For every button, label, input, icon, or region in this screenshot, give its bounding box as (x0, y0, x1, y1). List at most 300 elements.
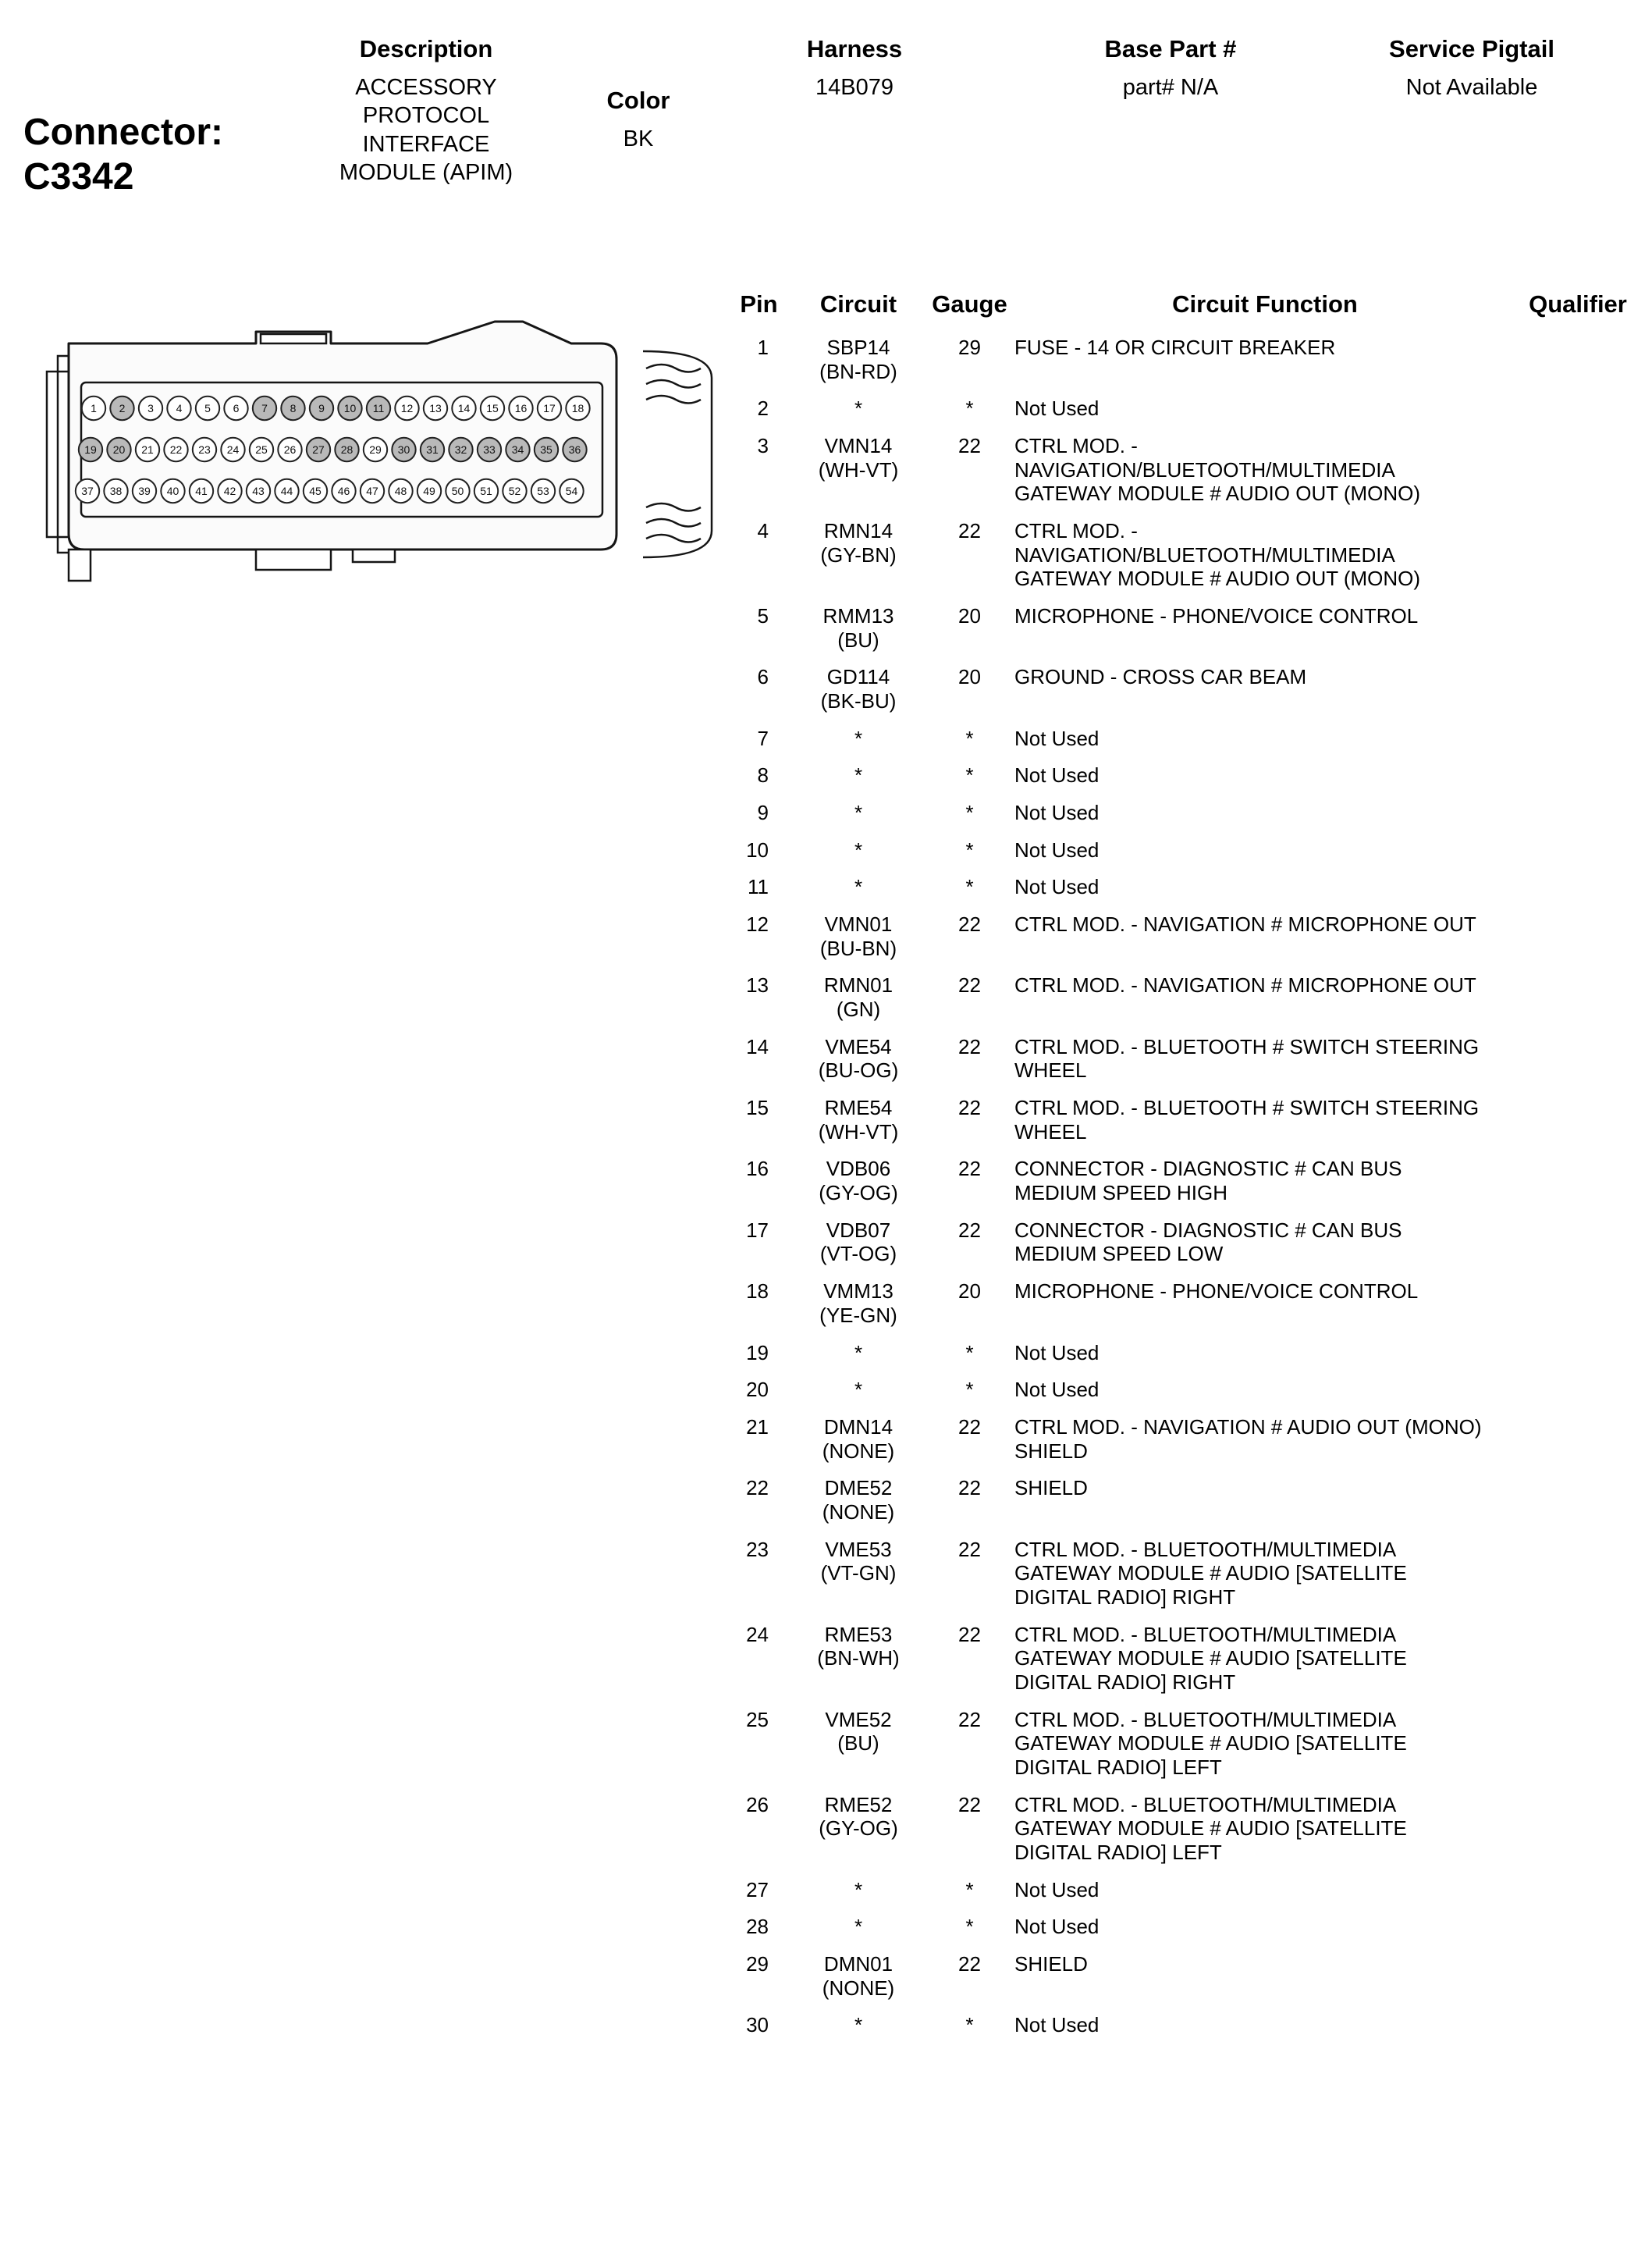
pin-row (726, 659, 1640, 720)
pin-row (726, 1409, 1640, 1470)
qualifier-cell (1515, 1531, 1640, 1617)
qualifier-cell (1515, 906, 1640, 967)
connector-body (69, 322, 616, 550)
qualifier-cell (1515, 1090, 1640, 1151)
color-value: BK (623, 126, 654, 152)
circuit-code: * (854, 726, 863, 750)
circuit-cell (792, 967, 925, 1028)
circuit-code: * (854, 763, 863, 788)
function-cell: Not Used (1014, 875, 1100, 899)
circuit-code: SBP14 (826, 336, 890, 359)
pin-row (726, 795, 1640, 832)
gauge-cell: * (965, 838, 974, 862)
base-part-value: part# N/A (1122, 75, 1219, 101)
pin-8-number: 8 (290, 402, 297, 414)
pin-number-cell: 7 (757, 726, 769, 750)
circuit-wire-color: (BU) (837, 628, 879, 652)
qualifier-cell (1515, 832, 1640, 870)
circuit-wire-color: (WH-VT) (818, 1119, 899, 1144)
pin-2-number: 2 (119, 402, 126, 414)
circuit-wire-color: (BN-WH) (817, 1646, 900, 1670)
col-header-qualifier: Qualifier (1529, 290, 1627, 318)
pin-17-number: 17 (543, 402, 556, 414)
header-color (576, 87, 701, 153)
gauge-cell: 22 (958, 1414, 981, 1439)
circuit-code: RMN01 (823, 973, 894, 998)
pin-33-number: 33 (483, 443, 496, 456)
circuit-wire-color: (NONE) (822, 1439, 895, 1463)
qualifier-cell (1515, 513, 1640, 598)
pin-number-cell: 12 (746, 912, 769, 937)
circuit-cell (792, 1090, 925, 1151)
pin-row (726, 1212, 1640, 1273)
pin-row (726, 869, 1640, 906)
circuit-cell (792, 1872, 925, 1909)
circuit-wire-color: (GN) (836, 998, 881, 1022)
pin-42-number: 42 (223, 485, 236, 497)
circuit-cell (792, 329, 925, 390)
pin-18-number: 18 (571, 402, 584, 414)
circuit-code: * (854, 838, 863, 862)
gauge-cell: 22 (958, 1476, 981, 1500)
circuit-cell (792, 757, 925, 795)
service-pigtail-label: Service Pigtail (1389, 35, 1554, 62)
qualifier-cell (1515, 1908, 1640, 1946)
function-cell: CTRL MOD. - BLUETOOTH/MULTIMEDIA GATEWAY MODULE # AUDIO [SATELLITE DIGITAL RADIO] LEFT (1014, 1792, 1407, 1864)
gauge-cell: 22 (958, 912, 981, 937)
circuit-code: * (854, 2013, 863, 2037)
gauge-cell: 20 (958, 1279, 981, 1304)
connector-diagram-svg (22, 306, 728, 603)
pin-25-number: 25 (255, 443, 268, 456)
gauge-cell: 22 (958, 1951, 981, 1976)
gauge-cell: 29 (958, 336, 981, 359)
pin-number-cell: 24 (746, 1622, 769, 1646)
function-cell: CTRL MOD. - BLUETOOTH/MULTIMEDIA GATEWAY MODULE # AUDIO [SATELLITE DIGITAL RADIO] LEFT (1014, 1707, 1407, 1779)
circuit-cell (792, 1371, 925, 1409)
circuit-code: RME52 (824, 1792, 893, 1816)
header-harness (761, 36, 948, 101)
function-cell: MICROPHONE - PHONE/VOICE CONTROL (1014, 1279, 1419, 1304)
pin-53-number: 53 (537, 485, 549, 497)
qualifier-cell (1515, 1371, 1640, 1409)
circuit-code: * (854, 1378, 863, 1402)
pin-row (726, 832, 1640, 870)
header-base-part (1042, 36, 1299, 101)
pin-4-number: 4 (176, 402, 183, 414)
pin-15-number: 15 (486, 402, 499, 414)
gauge-cell: 22 (958, 1622, 981, 1646)
function-cell: Not Used (1014, 763, 1100, 788)
function-cell: CTRL MOD. - NAVIGATION # MICROPHONE OUT (1014, 973, 1476, 998)
description-value: ACCESSORY PROTOCOL INTERFACE MODULE (APIM) (339, 75, 513, 185)
qualifier-cell (1515, 2007, 1640, 2044)
gauge-cell: * (965, 801, 974, 825)
pin-row (726, 428, 1640, 513)
pin-38-number: 38 (109, 485, 123, 497)
circuit-cell (792, 1029, 925, 1090)
pin-number-cell: 29 (746, 1951, 769, 1976)
pin-row (726, 906, 1640, 967)
qualifier-cell (1515, 1872, 1640, 1909)
pin-number-cell: 20 (746, 1378, 769, 1402)
pin-number-cell: 6 (757, 665, 769, 689)
circuit-code: VDB06 (826, 1157, 891, 1181)
circuit-code: RMN14 (823, 519, 894, 543)
circuit-code: RMM13 (822, 604, 894, 628)
connector-id: C3342 (23, 155, 134, 197)
qualifier-cell (1515, 1409, 1640, 1470)
function-cell: CTRL MOD. - NAVIGATION/BLUETOOTH/MULTIMEDIA GATEWAY MODULE # AUDIO OUT (MONO) (1014, 519, 1421, 591)
service-pigtail-value: Not Available (1405, 75, 1538, 101)
pin-row (726, 1371, 1640, 1409)
header-description (334, 36, 518, 187)
gauge-cell: 22 (958, 1034, 981, 1058)
pin-row (726, 1029, 1640, 1090)
circuit-cell (792, 2007, 925, 2044)
circuit-cell (792, 659, 925, 720)
circuit-wire-color: (BU-BN) (819, 936, 897, 960)
pin-number-cell: 18 (746, 1279, 769, 1304)
pin-23-number: 23 (198, 443, 211, 456)
circuit-cell (792, 598, 925, 659)
circuit-code: DME52 (824, 1476, 893, 1500)
circuit-cell (792, 1908, 925, 1946)
pin-number-cell: 28 (746, 1915, 769, 1939)
circuit-code: GD114 (826, 665, 890, 689)
function-cell: CTRL MOD. - NAVIGATION # MICROPHONE OUT (1014, 912, 1476, 937)
pin-3-number: 3 (147, 402, 154, 414)
circuit-code: RME53 (824, 1622, 893, 1646)
circuit-cell (792, 1409, 925, 1470)
pin-20-number: 20 (112, 443, 126, 456)
circuit-code: * (854, 1340, 863, 1364)
circuit-cell (792, 1617, 925, 1702)
pin-16-number: 16 (514, 402, 528, 414)
function-cell: CTRL MOD. - BLUETOOTH/MULTIMEDIA GATEWAY MODULE # AUDIO [SATELLITE DIGITAL RADIO] RIGHT (1014, 1537, 1407, 1609)
circuit-code: * (854, 1915, 863, 1939)
connector-title (23, 111, 223, 199)
circuit-wire-color: (BK-BU) (820, 689, 897, 713)
circuit-cell (792, 720, 925, 758)
pin-36-number: 36 (568, 443, 581, 456)
circuit-wire-color: (GY-OG) (819, 1816, 898, 1841)
pin-6-number: 6 (233, 402, 240, 414)
gauge-cell: * (965, 397, 974, 421)
pin-13-number: 13 (429, 402, 442, 414)
harness-value: 14B079 (815, 75, 894, 101)
circuit-wire-color: (WH-VT) (818, 457, 899, 482)
circuit-code: * (854, 801, 863, 825)
pin-32-number: 32 (454, 443, 467, 456)
pin-50-number: 50 (451, 485, 464, 497)
qualifier-cell (1515, 1335, 1640, 1372)
connector-title-label: Connector: (23, 112, 223, 153)
circuit-code: VDB07 (826, 1218, 891, 1242)
pin-number-cell: 4 (757, 519, 769, 543)
pin-number-cell: 15 (746, 1096, 769, 1120)
function-cell: CONNECTOR - DIAGNOSTIC # CAN BUS MEDIUM SPEED HIGH (1014, 1157, 1402, 1205)
qualifier-cell (1515, 720, 1640, 758)
qualifier-cell (1515, 329, 1640, 390)
circuit-cell (792, 1151, 925, 1211)
circuit-code: * (854, 397, 863, 421)
pin-row (726, 967, 1640, 1028)
pin-row (726, 1787, 1640, 1872)
bottom-latch (256, 550, 331, 570)
circuit-wire-color: (BU-OG) (818, 1058, 899, 1083)
qualifier-cell (1515, 1702, 1640, 1787)
qualifier-cell (1515, 1787, 1640, 1872)
pin-43-number: 43 (252, 485, 265, 497)
header-service-pigtail (1327, 36, 1617, 101)
pin-19-number: 19 (84, 443, 97, 456)
function-cell: CTRL MOD. - BLUETOOTH # SWITCH STEERING WHEEL (1014, 1096, 1480, 1144)
pin-11-number: 11 (372, 402, 385, 414)
qualifier-cell (1515, 1273, 1640, 1334)
gauge-cell: * (965, 763, 974, 788)
bottom-left-tab (69, 550, 91, 581)
gauge-cell: * (965, 1340, 974, 1364)
pin-44-number: 44 (280, 485, 293, 497)
gauge-cell: * (965, 1877, 974, 1901)
circuit-code: RME54 (824, 1096, 893, 1120)
circuit-wire-color: (VT-OG) (819, 1242, 897, 1266)
circuit-code: VMN01 (824, 912, 893, 937)
pin-number-cell: 13 (746, 973, 769, 998)
circuit-wire-color: (GY-BN) (820, 542, 897, 567)
pin-51-number: 51 (480, 485, 492, 497)
function-cell: FUSE - 14 OR CIRCUIT BREAKER (1014, 336, 1336, 359)
qualifier-cell (1515, 1470, 1640, 1531)
pin-48-number: 48 (394, 485, 407, 497)
circuit-cell (792, 1273, 925, 1334)
col-header-pin: Pin (740, 290, 778, 318)
pin-row (726, 1470, 1640, 1531)
pin-47-number: 47 (366, 485, 378, 497)
gauge-cell: 22 (958, 1707, 981, 1731)
pin-number-cell: 11 (748, 875, 769, 899)
left-bracket (58, 356, 69, 553)
pin-row (726, 390, 1640, 428)
pin-number-cell: 17 (746, 1218, 769, 1242)
qualifier-cell (1515, 1212, 1640, 1273)
qualifier-cell (1515, 598, 1640, 659)
circuit-code: VME52 (825, 1707, 892, 1731)
pin-52-number: 52 (508, 485, 521, 497)
gauge-cell: * (965, 1378, 974, 1402)
gauge-cell: * (965, 875, 974, 899)
pin-number-cell: 5 (757, 604, 769, 628)
function-cell: CTRL MOD. - BLUETOOTH/MULTIMEDIA GATEWAY MODULE # AUDIO [SATELLITE DIGITAL RADIO] RIGHT (1014, 1622, 1407, 1694)
color-label: Color (606, 87, 670, 114)
function-cell: MICROPHONE - PHONE/VOICE CONTROL (1014, 604, 1419, 628)
circuit-wire-color: (NONE) (822, 1976, 895, 2000)
circuit-cell (792, 1531, 925, 1617)
pin-5-number: 5 (204, 402, 211, 414)
pin-number-cell: 26 (746, 1792, 769, 1816)
pin-45-number: 45 (309, 485, 322, 497)
pin-number-cell: 3 (757, 434, 769, 458)
circuit-code: * (854, 1877, 863, 1901)
qualifier-cell (1515, 659, 1640, 720)
function-cell: GROUND - CROSS CAR BEAM (1014, 665, 1307, 689)
gauge-cell: 20 (958, 604, 981, 628)
pin-number-cell: 16 (746, 1157, 769, 1181)
pin-27-number: 27 (312, 443, 325, 456)
col-header-gauge: Gauge (932, 290, 1007, 318)
pin-row (726, 1335, 1640, 1372)
function-cell: Not Used (1014, 726, 1100, 750)
function-cell: SHIELD (1014, 1951, 1088, 1976)
pin-row (726, 1702, 1640, 1787)
circuit-cell (792, 1702, 925, 1787)
bottom-latch-small (353, 550, 395, 562)
harness-label: Harness (806, 35, 903, 62)
pin-number-cell: 30 (746, 2013, 769, 2037)
pin-number-cell: 23 (746, 1537, 769, 1561)
pin-14-number: 14 (457, 402, 471, 414)
pin-number-cell: 14 (746, 1034, 769, 1058)
qualifier-cell (1515, 967, 1640, 1028)
pin-49-number: 49 (423, 485, 435, 497)
function-cell: Not Used (1014, 2013, 1100, 2037)
function-cell: Not Used (1014, 1877, 1100, 1901)
qualifier-cell (1515, 869, 1640, 906)
pin-34-number: 34 (511, 443, 524, 456)
pin-row (726, 1617, 1640, 1702)
gauge-cell: 20 (958, 665, 981, 689)
function-cell: Not Used (1014, 1378, 1100, 1402)
pin-21-number: 21 (141, 443, 154, 456)
pin-number-cell: 27 (746, 1877, 769, 1901)
circuit-wire-color: (BU) (837, 1731, 879, 1755)
qualifier-cell (1515, 390, 1640, 428)
pin-37-number: 37 (81, 485, 94, 497)
circuit-wire-color: (YE-GN) (819, 1303, 897, 1327)
gauge-cell: * (965, 726, 974, 750)
function-cell: Not Used (1014, 397, 1100, 421)
gauge-cell: 22 (958, 1157, 981, 1181)
pin-number-cell: 25 (746, 1707, 769, 1731)
pin-31-number: 31 (426, 443, 439, 456)
pin-41-number: 41 (195, 485, 208, 497)
pin-table-body (726, 329, 1640, 2044)
pin-row (726, 757, 1640, 795)
pin-number-cell: 19 (746, 1340, 769, 1364)
qualifier-cell (1515, 1946, 1640, 2007)
pin-number-cell: 22 (746, 1476, 769, 1500)
circuit-code: * (854, 875, 863, 899)
pin-number-cell: 1 (757, 336, 769, 359)
circuit-cell (792, 428, 925, 513)
pin-row (726, 598, 1640, 659)
pin-39-number: 39 (138, 485, 151, 497)
top-notch (261, 334, 326, 343)
pin-9-number: 9 (318, 402, 325, 414)
pin-row (726, 1872, 1640, 1909)
pin-10-number: 10 (343, 402, 357, 414)
circuit-cell (792, 1212, 925, 1273)
function-cell: CTRL MOD. - NAVIGATION/BLUETOOTH/MULTIMEDIA GATEWAY MODULE # AUDIO OUT (MONO) (1014, 434, 1421, 506)
gauge-cell: 22 (958, 519, 981, 543)
gauge-cell: 22 (958, 1792, 981, 1816)
function-cell: Not Used (1014, 838, 1100, 862)
pin-row (726, 1151, 1640, 1211)
gauge-cell: 22 (958, 1096, 981, 1120)
pin-54-number: 54 (565, 485, 578, 497)
pin-number-cell: 21 (746, 1414, 769, 1439)
circuit-code: DMN01 (823, 1951, 894, 1976)
wire-seal (643, 351, 712, 557)
pin-40-number: 40 (166, 485, 179, 497)
circuit-code: VMM13 (823, 1279, 894, 1304)
circuit-wire-color: (GY-OG) (819, 1181, 898, 1205)
circuit-wire-color: (NONE) (822, 1499, 895, 1524)
pin-row (726, 2007, 1640, 2044)
pin-22-number: 22 (169, 443, 183, 456)
description-label: Description (359, 35, 493, 62)
pin-table-header-row (726, 290, 1640, 329)
pin-number-cell: 2 (757, 397, 769, 421)
pin-row (726, 1946, 1640, 2007)
qualifier-cell (1515, 1151, 1640, 1211)
connector-diagram (22, 306, 728, 606)
col-header-circuit: Circuit (819, 290, 897, 318)
pin-row (726, 329, 1640, 390)
function-cell: SHIELD (1014, 1476, 1088, 1500)
pin-7-number: 7 (261, 402, 268, 414)
circuit-cell (792, 1335, 925, 1372)
circuit-code: VMN14 (824, 434, 893, 458)
gauge-cell: 22 (958, 434, 981, 458)
pin-1-number: 1 (91, 402, 97, 414)
circuit-wire-color: (VT-GN) (820, 1561, 897, 1585)
circuit-cell (792, 513, 925, 598)
gauge-cell: 22 (958, 1537, 981, 1561)
circuit-wire-color: (BN-RD) (819, 359, 897, 383)
function-cell: Not Used (1014, 1340, 1100, 1364)
pin-26-number: 26 (283, 443, 297, 456)
base-part-label: Base Part # (1104, 35, 1237, 62)
function-cell: Not Used (1014, 1915, 1100, 1939)
pin-number-cell: 9 (757, 801, 769, 825)
pin-number-cell: 8 (757, 763, 769, 788)
circuit-cell (792, 1946, 925, 2007)
gauge-cell: 22 (958, 1218, 981, 1242)
function-cell: CONNECTOR - DIAGNOSTIC # CAN BUS MEDIUM SPEED LOW (1014, 1218, 1402, 1266)
function-cell: CTRL MOD. - NAVIGATION # AUDIO OUT (MONO) SHIELD (1014, 1414, 1482, 1463)
col-header-function: Circuit Function (1172, 290, 1358, 318)
pin-row (726, 1273, 1640, 1334)
function-cell: Not Used (1014, 801, 1100, 825)
pin-row (726, 720, 1640, 758)
circuit-cell (792, 795, 925, 832)
circuit-cell (792, 869, 925, 906)
circuit-code: DMN14 (823, 1414, 894, 1439)
circuit-cell (792, 832, 925, 870)
function-cell: CTRL MOD. - BLUETOOTH # SWITCH STEERING WHEEL (1014, 1034, 1480, 1083)
pin-29-number: 29 (369, 443, 382, 456)
qualifier-cell (1515, 1617, 1640, 1702)
circuit-cell (792, 1470, 925, 1531)
pin-row (726, 1090, 1640, 1151)
pin-24-number: 24 (226, 443, 240, 456)
pin-28-number: 28 (340, 443, 353, 456)
pin-table (726, 290, 1640, 2044)
circuit-cell (792, 906, 925, 967)
qualifier-cell (1515, 795, 1640, 832)
